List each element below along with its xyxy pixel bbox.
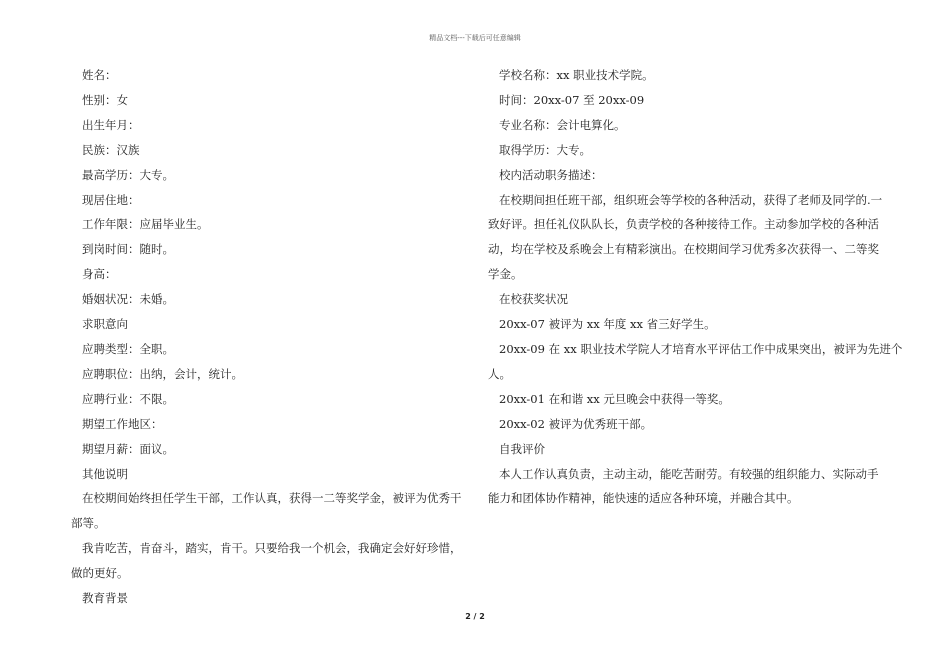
field-birth-date: 出生年月：	[82, 117, 140, 132]
field-education: 最高学历：大专。	[82, 167, 174, 182]
paragraph-line: 部等。	[71, 516, 106, 531]
award-item: 20xx-02 被评为优秀班干部。	[499, 416, 653, 431]
field-work-area: 期望工作地区：	[82, 416, 163, 431]
field-work-years: 工作年限：应届毕业生。	[82, 217, 209, 232]
field-residence: 现居住地：	[82, 192, 140, 207]
field-study-period: 时间：20xx-07 至 20xx-09	[499, 92, 645, 107]
section-education-background: 教育背景	[82, 591, 128, 606]
section-self-evaluation: 自我评价	[499, 441, 545, 456]
right-column	[488, 63, 903, 511]
left-column	[71, 63, 463, 611]
field-industry: 应聘行业：不限。	[82, 391, 174, 406]
paragraph-line: 动，均在学校及系晚会上有精彩演出。在校期间学习优秀多次获得一、二等奖	[488, 242, 879, 257]
field-ethnicity: 民族：汉族	[82, 142, 140, 157]
paragraph-line: 在校期间担任班干部，组织班会等学校的各种活动，获得了老师及同学的.一	[499, 192, 883, 207]
field-job-position: 应聘职位：出纳，会计，统计。	[82, 366, 243, 381]
section-awards: 在校获奖状况	[499, 292, 568, 307]
field-job-type: 应聘类型：全职。	[82, 341, 174, 356]
section-other-notes: 其他说明	[82, 466, 128, 481]
field-major: 专业名称：会计电算化。	[499, 117, 626, 132]
award-item: 20xx-07 被评为 xx 年度 xx 省三好学生。	[499, 317, 716, 332]
paragraph-line: 学金。	[488, 267, 523, 282]
paragraph-line: 做的更好。	[71, 566, 129, 581]
paragraph-line: 我肯吃苦，肯奋斗，踏实，肯干。只要给我一个机会，我确定会好好珍惜，	[82, 541, 462, 556]
field-school-name: 学校名称：xx 职业技术学院。	[499, 68, 654, 82]
field-name: 姓名：	[82, 68, 117, 82]
field-marital-status: 婚姻状况：未婚。	[82, 292, 174, 307]
field-degree: 取得学历：大专。	[499, 142, 591, 157]
page-number: 2 / 2	[465, 612, 485, 621]
paragraph-line: 在校期间始终担任学生干部，工作认真，获得一二等奖学金，被评为优秀干	[82, 491, 462, 506]
field-height: 身高：	[82, 267, 117, 282]
field-start-time: 到岗时间：随时。	[82, 242, 174, 257]
award-item-continuation: 人。	[488, 366, 511, 381]
page-header: 精品文档---下载后可任意编辑	[429, 34, 521, 42]
section-campus-activities: 校内活动职务描述：	[499, 167, 603, 182]
paragraph-line: 能力和团体协作精神，能快速的适应各种环境，并融合其中。	[488, 491, 799, 506]
award-item: 20xx-09 在 xx 职业技术学院人才培育水平评估工作中成果突出，被评为先进个	[499, 341, 903, 356]
section-job-intention: 求职意向	[82, 317, 128, 332]
field-salary: 期望月薪：面议。	[82, 441, 174, 456]
paragraph-line: 本人工作认真负责，主动主动，能吃苦耐劳。有较强的组织能力、实际动手	[499, 466, 879, 481]
field-gender: 性别：女	[82, 92, 128, 107]
paragraph-line: 致好评。担任礼仪队队长，负责学校的各种接待工作。主动参加学校的各种活	[488, 217, 879, 232]
award-item: 20xx-01 在和谐 xx 元旦晚会中获得一等奖。	[499, 391, 730, 406]
